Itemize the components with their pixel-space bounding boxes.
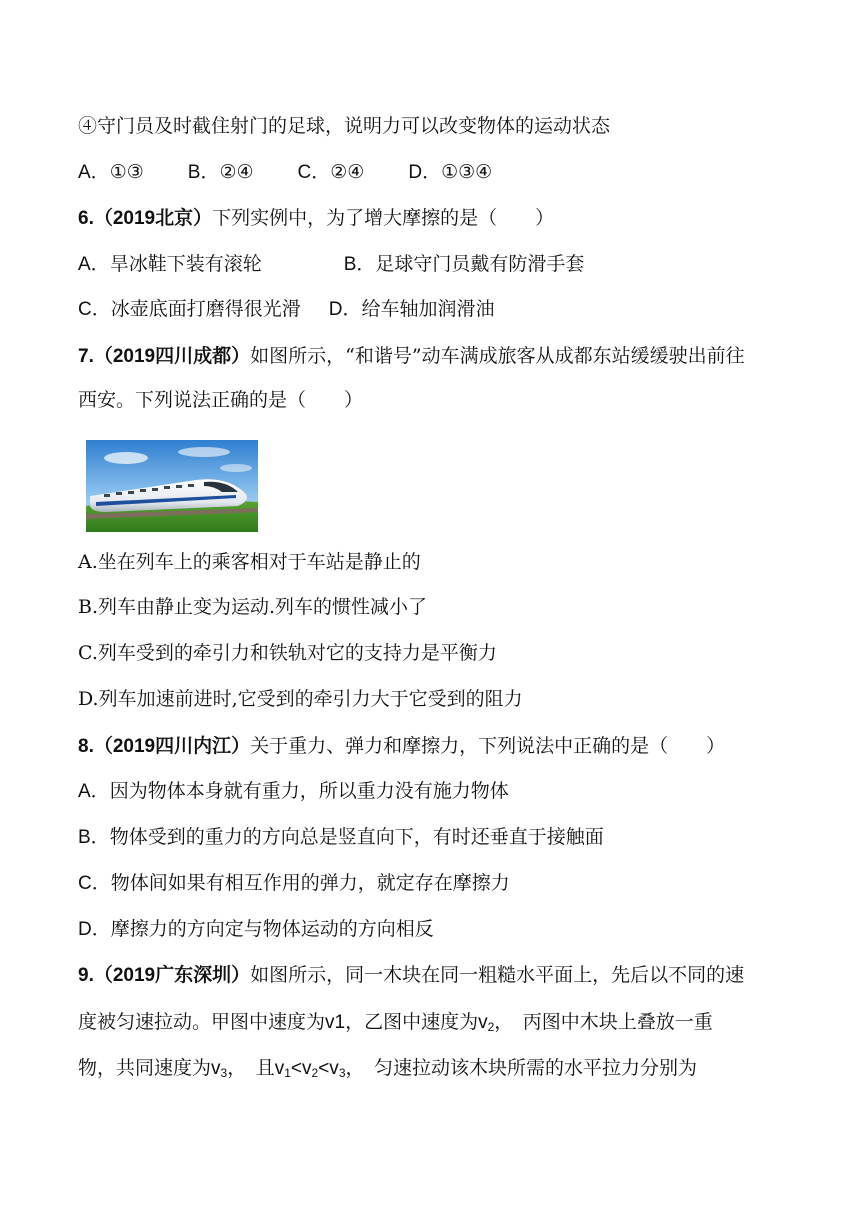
q9-inequality (275, 1058, 346, 1079)
q7-option-c: C.列车受到的牵引力和铁轨对它的支持力是平衡力 (78, 642, 497, 664)
q9-v2-letter: v (478, 1012, 488, 1033)
q6-option-d-label: D． (328, 299, 362, 320)
q8-option-d-label: D． (78, 919, 111, 940)
q5-item-4: ④守门员及时截住射门的足球，说明力可以改变物体的运动状态 (78, 115, 611, 137)
q8-option-d-text: 摩擦力的方向定与物体运动的方向相反 (110, 918, 434, 940)
q8-number: 8. (78, 736, 94, 757)
q5-option-a-text: ①③ (109, 161, 144, 183)
q5-option-d-label: D． (408, 162, 442, 183)
q9-stem-line-2 (78, 1010, 713, 1039)
q9-v3 (211, 1058, 227, 1079)
q6-option-a-label: A． (78, 254, 110, 275)
q9-stem-line-3 (78, 1056, 697, 1085)
q5-options (78, 160, 492, 185)
q8-option-b (78, 825, 604, 850)
q5-option-c-text: ②④ (330, 161, 365, 183)
q9-line2-text-b: ，乙图中速度为 (345, 1011, 479, 1033)
q8-option-a (78, 779, 509, 804)
q8-source: （2019四川内江） (93, 736, 251, 757)
q6-options-row-1 (78, 252, 584, 277)
q6-stem (78, 206, 554, 231)
q8-option-d (78, 917, 434, 942)
q7-stem-text-1: 如图所示，“和谐号”动车满成旅客从成都东站缓缓驶出前往 (250, 345, 745, 367)
q9-line2-text-a: 度被匀速拉动。甲图中速度为 (78, 1011, 326, 1033)
q8-option-c-text: 物体间如果有相互作用的弹力，就定存在摩擦力 (110, 872, 510, 894)
q9-ineq-sub1: 1 (284, 1066, 291, 1080)
q9-stem-text-1: 如图所示，同一木块在同一粗糙水平面上，先后以不同的速 (250, 964, 745, 986)
q8-option-c-label: C． (78, 873, 111, 894)
q9-source: （2019广东深圳） (93, 965, 251, 986)
q9-line3-text-c: ， 匀速拉动该木块所需的水平拉力分别为 (345, 1057, 698, 1079)
q5-option-a-label: A． (78, 162, 110, 183)
q9-ineq-sub2: 2 (311, 1066, 319, 1080)
q9-line3-text-b: ， 且 (227, 1057, 275, 1079)
q9-stem-line-1 (78, 963, 744, 988)
q9-line2-text-c: ， 丙图中木块上叠放一重 (494, 1011, 713, 1033)
q5-option-d-text: ①③④ (441, 161, 493, 183)
q6-option-b-label: B． (343, 254, 376, 275)
q8-option-a-text: 因为物体本身就有重力，所以重力没有施力物体 (109, 780, 509, 802)
q9-v3-letter: v (211, 1058, 221, 1079)
q6-option-c-label: C． (78, 299, 111, 320)
q9-number: 9. (78, 965, 94, 986)
q7-option-b: B.列车由静止变为运动.列车的惯性减小了 (78, 596, 428, 618)
q8-stem (78, 734, 725, 759)
q6-source: （2019北京） (93, 208, 213, 229)
q5-option-b-label: B． (187, 162, 220, 183)
q7-stem-line-2: 西安。下列说法正确的是（ ） (78, 389, 364, 411)
q7-source: （2019四川成都） (93, 346, 251, 367)
q9-ineq-lt-v3: <v (318, 1058, 339, 1079)
q7-number: 7. (78, 346, 94, 367)
q8-option-c (78, 871, 510, 896)
high-speed-train-photo-icon (86, 440, 258, 532)
q7-stem-line-1 (78, 344, 745, 369)
q6-options-row-2 (78, 297, 495, 322)
q9-ineq-v1: v (274, 1058, 285, 1079)
q8-option-a-label: A． (78, 781, 110, 802)
q8-option-b-text: 物体受到的重力的方向总是竖直向下，有时还垂直于接触面 (109, 826, 604, 848)
q9-line3-text-a: 物，共同速度为 (78, 1057, 212, 1079)
q6-option-c-text: 冰壶底面打磨得很光滑 (110, 298, 301, 320)
q9-v3-subscript: 3 (220, 1066, 228, 1080)
q9-ineq-lt-v2: <v (290, 1058, 312, 1079)
q9-ineq-sub3: 3 (338, 1066, 346, 1080)
q5-option-c-label: C． (297, 162, 331, 183)
q9-v1: v1 (325, 1012, 346, 1033)
q5-option-b-text: ②④ (219, 161, 254, 183)
q6-number: 6. (78, 208, 94, 229)
q6-option-b-text: 足球守门员戴有防滑手套 (375, 253, 585, 275)
q9-v2-subscript: 2 (487, 1020, 495, 1034)
q6-option-d-text: 给车轴加润滑油 (361, 298, 495, 320)
q7-option-d: D.列车加速前进时,它受到的牵引力大于它受到的阻力 (78, 688, 523, 710)
q6-stem-text: 下列实例中，为了增大摩擦的是（ ） (212, 207, 555, 229)
q9-v2 (478, 1012, 494, 1033)
q6-option-a-text: 旱冰鞋下装有滚轮 (109, 253, 262, 275)
q8-option-b-label: B． (78, 827, 110, 848)
q8-stem-text: 关于重力、弹力和摩擦力，下列说法中正确的是（ ） (250, 735, 726, 757)
q7-option-a: A.坐在列车上的乘客相对于车站是静止的 (78, 551, 421, 573)
